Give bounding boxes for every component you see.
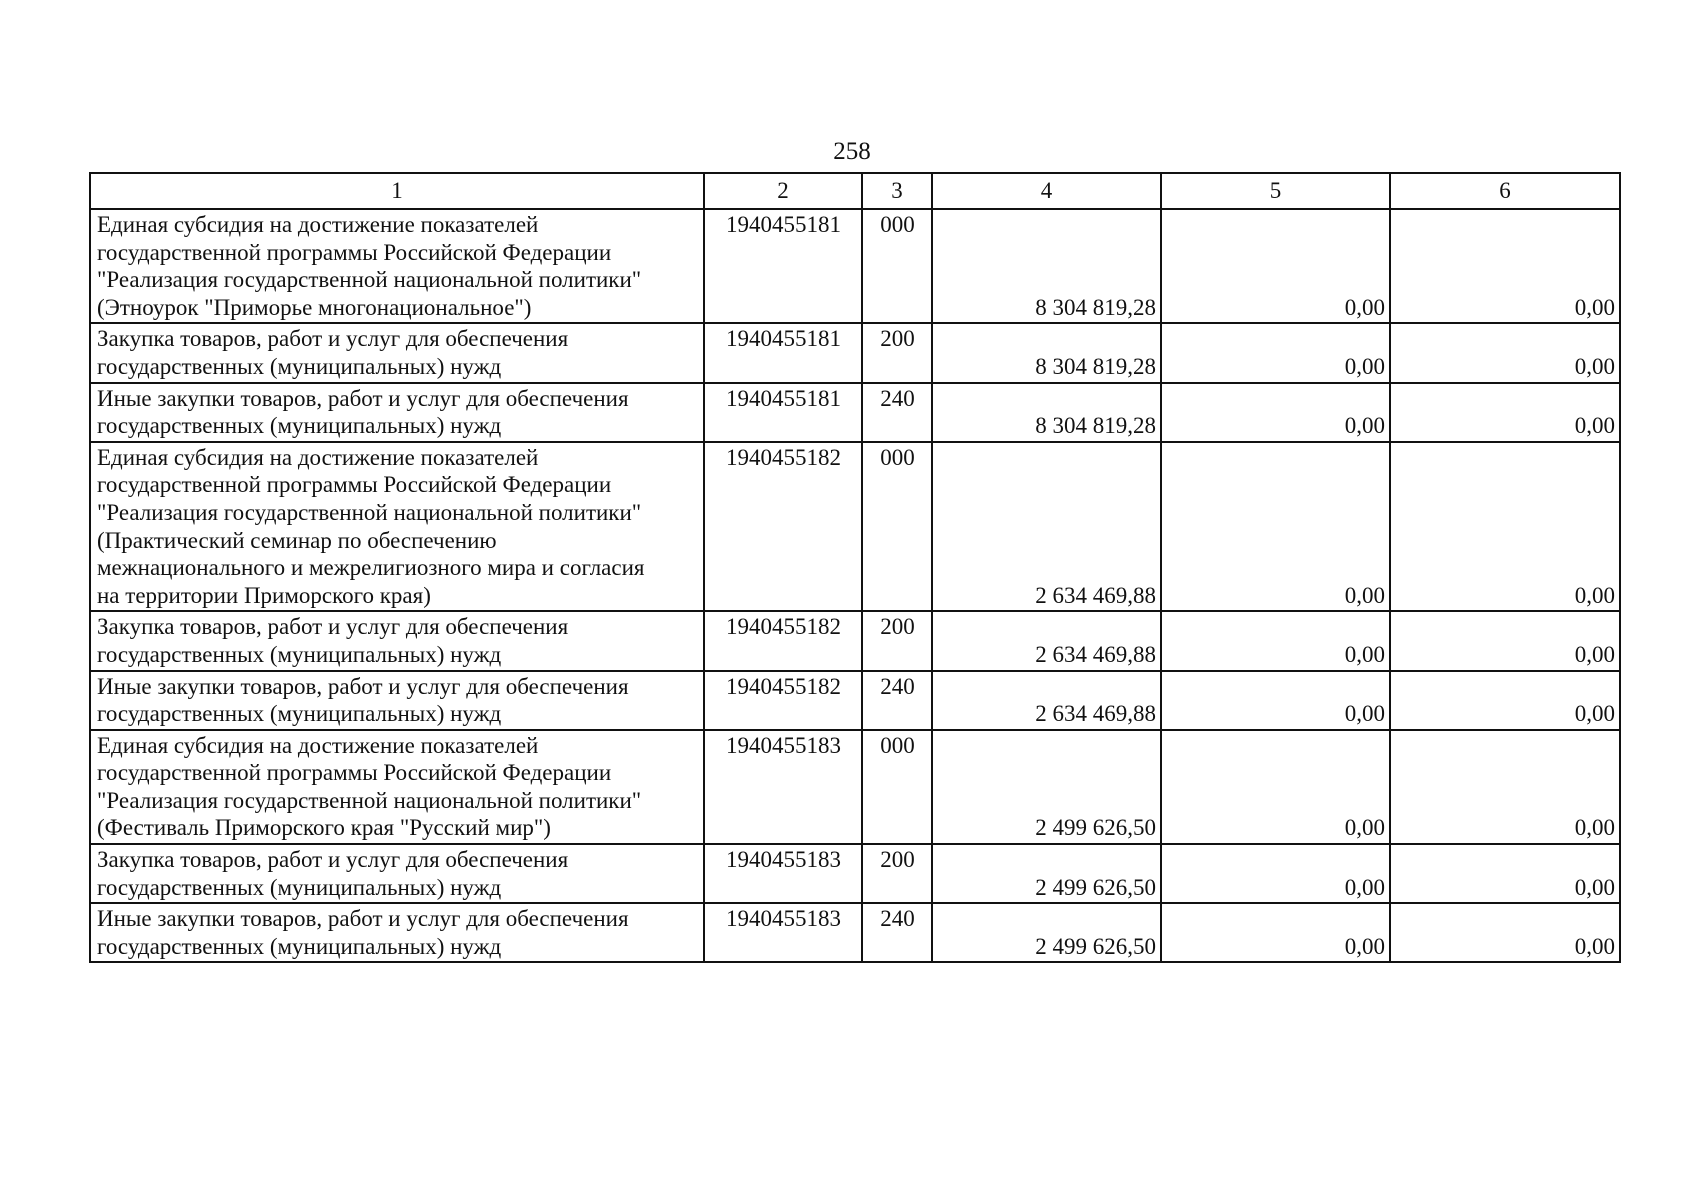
expense-type-code: 240 bbox=[862, 903, 932, 962]
target-article-code: 1940455181 bbox=[704, 209, 862, 323]
row-description bbox=[90, 442, 704, 612]
description-line: Единая субсидия на достижение показателей bbox=[97, 212, 539, 237]
amount-column-6: 0,00 bbox=[1390, 671, 1620, 730]
amount-column-6: 0,00 bbox=[1390, 611, 1620, 670]
column-header-2: 2 bbox=[704, 173, 862, 209]
amount-column-4: 2 634 469,88 bbox=[932, 442, 1161, 612]
column-header-5: 5 bbox=[1161, 173, 1390, 209]
amount-column-5: 0,00 bbox=[1161, 844, 1390, 903]
amount-column-6: 0,00 bbox=[1390, 730, 1620, 844]
table-row bbox=[90, 209, 1620, 323]
description-line: (Этноурок "Приморье многонациональное") bbox=[97, 294, 532, 320]
amount-column-4: 2 499 626,50 bbox=[932, 844, 1161, 903]
amount-column-4: 8 304 819,28 bbox=[932, 383, 1161, 442]
expense-type-code: 200 bbox=[862, 844, 932, 903]
amount-column-6: 0,00 bbox=[1390, 442, 1620, 612]
amount-column-5: 0,00 bbox=[1161, 323, 1390, 382]
target-article-code: 1940455182 bbox=[704, 671, 862, 730]
column-header-6: 6 bbox=[1390, 173, 1620, 209]
description-line: (Практический семинар по обеспечению bbox=[97, 527, 497, 553]
table-row bbox=[90, 903, 1620, 962]
expense-type-code: 000 bbox=[862, 442, 932, 612]
description-line: (Фестиваль Приморского края "Русский мир") bbox=[97, 815, 551, 841]
table-body bbox=[90, 173, 1620, 962]
expense-type-code: 200 bbox=[862, 323, 932, 382]
description-line: государственной программы Российской Федерации bbox=[97, 239, 612, 265]
description-line: Иные закупки товаров, работ и услуг для обеспечения bbox=[97, 906, 629, 932]
table-row bbox=[90, 383, 1620, 442]
target-article-code: 1940455181 bbox=[704, 383, 862, 442]
row-description bbox=[90, 844, 704, 903]
amount-column-5: 0,00 bbox=[1161, 671, 1390, 730]
amount-column-4: 8 304 819,28 bbox=[932, 209, 1161, 323]
column-header-3: 3 bbox=[862, 173, 932, 209]
amount-column-5: 0,00 bbox=[1161, 611, 1390, 670]
description-line: государственных (муниципальных) нужд bbox=[97, 641, 502, 667]
table-row bbox=[90, 671, 1620, 730]
row-description bbox=[90, 903, 704, 962]
amount-column-6: 0,00 bbox=[1390, 903, 1620, 962]
row-description bbox=[90, 323, 704, 382]
table-row bbox=[90, 442, 1620, 612]
amount-column-5: 0,00 bbox=[1161, 383, 1390, 442]
row-description bbox=[90, 671, 704, 730]
description-line: Единая субсидия на достижение показателей bbox=[97, 732, 539, 758]
expense-type-code: 240 bbox=[862, 671, 932, 730]
amount-column-4: 2 634 469,88 bbox=[932, 671, 1161, 730]
expense-type-code: 200 bbox=[862, 611, 932, 670]
header-row bbox=[90, 173, 1620, 209]
description-line: Иные закупки товаров, работ и услуг для обеспечения bbox=[97, 385, 629, 411]
description-line: государственных (муниципальных) нужд bbox=[97, 701, 502, 727]
description-line: "Реализация государственной национальной политики" bbox=[97, 267, 642, 293]
table-row bbox=[90, 730, 1620, 844]
description-line: государственных (муниципальных) нужд bbox=[97, 413, 502, 439]
description-line: государственных (муниципальных) нужд bbox=[97, 874, 502, 900]
description-line: "Реализация государственной национальной политики" bbox=[97, 499, 642, 525]
target-article-code: 1940455183 bbox=[704, 903, 862, 962]
expense-type-code: 240 bbox=[862, 383, 932, 442]
amount-column-5: 0,00 bbox=[1161, 730, 1390, 844]
table-row bbox=[90, 323, 1620, 382]
amount-column-5: 0,00 bbox=[1161, 903, 1390, 962]
description-line: на территории Приморского края) bbox=[97, 582, 431, 608]
row-description bbox=[90, 209, 704, 323]
table-row bbox=[90, 611, 1620, 670]
description-line: Закупка товаров, работ и услуг для обеспечения bbox=[97, 614, 569, 640]
amount-column-4: 8 304 819,28 bbox=[932, 323, 1161, 382]
description-line: Иные закупки товаров, работ и услуг для обеспечения bbox=[97, 673, 629, 699]
row-description bbox=[90, 730, 704, 844]
page-number: 258 bbox=[833, 138, 871, 165]
row-description bbox=[90, 611, 704, 670]
amount-column-6: 0,00 bbox=[1390, 383, 1620, 442]
amount-column-4: 2 499 626,50 bbox=[932, 903, 1161, 962]
target-article-code: 1940455181 bbox=[704, 323, 862, 382]
table-row bbox=[90, 844, 1620, 903]
target-article-code: 1940455182 bbox=[704, 611, 862, 670]
target-article-code: 1940455183 bbox=[704, 730, 862, 844]
description-line: государственной программы Российской Федерации bbox=[97, 472, 612, 498]
description-line: Закупка товаров, работ и услуг для обеспечения bbox=[97, 847, 569, 873]
description-line: Закупка товаров, работ и услуг для обеспечения bbox=[97, 326, 569, 352]
amount-column-5: 0,00 bbox=[1161, 442, 1390, 612]
column-header-4: 4 bbox=[932, 173, 1161, 209]
amount-column-4: 2 499 626,50 bbox=[932, 730, 1161, 844]
column-header-1: 1 bbox=[90, 173, 704, 209]
description-line: государственных (муниципальных) нужд bbox=[97, 933, 502, 959]
row-description bbox=[90, 383, 704, 442]
budget-table bbox=[89, 172, 1621, 963]
expense-type-code: 000 bbox=[862, 209, 932, 323]
amount-column-4: 2 634 469,88 bbox=[932, 611, 1161, 670]
description-line: "Реализация государственной национальной политики" bbox=[97, 787, 642, 813]
amount-column-6: 0,00 bbox=[1390, 844, 1620, 903]
expense-type-code: 000 bbox=[862, 730, 932, 844]
description-line: государственных (муниципальных) нужд bbox=[97, 353, 502, 379]
description-line: Единая субсидия на достижение показателей bbox=[97, 444, 539, 470]
amount-column-6: 0,00 bbox=[1390, 209, 1620, 323]
description-line: межнационального и межрелигиозного мира и согласия bbox=[97, 555, 645, 581]
target-article-code: 1940455182 bbox=[704, 442, 862, 612]
target-article-code: 1940455183 bbox=[704, 844, 862, 903]
amount-column-6: 0,00 bbox=[1390, 323, 1620, 382]
description-line: государственной программы Российской Федерации bbox=[97, 760, 612, 786]
amount-column-5: 0,00 bbox=[1161, 209, 1390, 323]
